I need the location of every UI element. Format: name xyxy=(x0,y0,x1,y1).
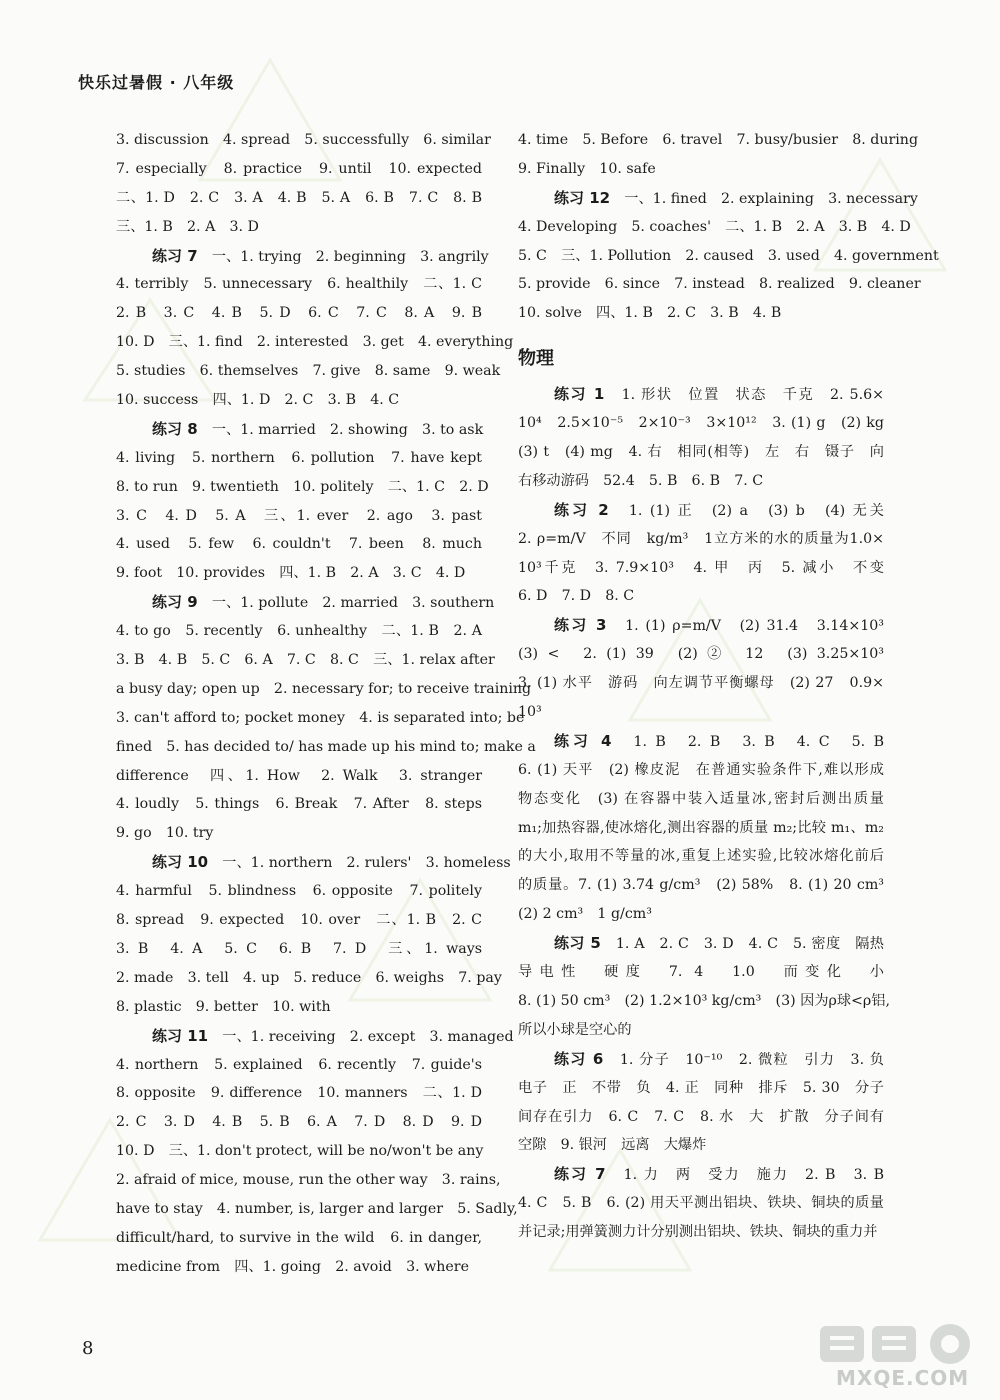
answer-line: 7. especially 8. practice 9. until 10. expected xyxy=(116,160,482,177)
answer-line: 10³千克 3. 7.9×10³ 4. 甲 丙 5. 减小 不变 xyxy=(518,559,884,576)
answer-line: fined 5. has decided to/ has made up his mind to; make a xyxy=(116,738,536,755)
answer-line: 4. Developing 5. coaches' 二、1. B 2. A 3. B 4. D xyxy=(518,218,911,235)
answer-line: 3. B 4. B 5. C 6. A 7. C 8. C 三、1. relax after xyxy=(116,652,495,669)
exercise-answers: 1. 形状 位置 状态 千克 2. 5.6× xyxy=(604,387,884,404)
answer-line: 4. northern 5. explained 6. recently 7. guide's xyxy=(116,1056,482,1073)
answer-line: 6. (1) 天平 (2) 橡皮泥 在普通实验条件下,难以形成 xyxy=(518,761,884,778)
answer-line: 4. living 5. northern 6. pollution 7. have kept xyxy=(116,449,482,466)
answer-line: difficult/hard, to survive in the wild 6. in danger, xyxy=(116,1229,482,1246)
answer-line xyxy=(518,380,884,409)
answer-line: 4. harmful 5. blindness 6. opposite 7. politely xyxy=(116,883,482,900)
answer-line: 3. B 4. A 5. C 6. B 7. D 三、1. ways xyxy=(116,940,482,957)
answer-line xyxy=(518,1045,884,1074)
answer-line xyxy=(518,929,884,958)
answer-line: 10. D 三、1. find 2. interested 3. get 4. everything xyxy=(116,334,514,351)
answer-line: 8. opposite 9. difference 10. manners 二、1. D xyxy=(116,1085,482,1102)
watermark-text: MXQE.COM xyxy=(836,1366,970,1390)
answer-line: 4. used 5. few 6. couldn't 7. been 8. much xyxy=(116,536,482,553)
exercise-answers: 一、1. married 2. showing 3. to ask xyxy=(197,421,484,438)
answer-line: 的质量。7. (1) 3.74 g/cm³ (2) 58% 8. (1) 20 cm³ xyxy=(518,877,884,894)
answer-line xyxy=(518,611,884,640)
answer-line: a busy day; open up 2. necessary for; to receive training xyxy=(116,680,532,697)
answer-line: 5. C 三、1. Pollution 2. caused 3. used 4. government xyxy=(518,247,939,264)
exercise-answers: 一、1. fined 2. explaining 3. necessary xyxy=(610,190,918,207)
answer-line: (3) t (4) mg 4. 右 相同(相等) 左 右 镊子 向 xyxy=(518,444,884,461)
page-header-title: 快乐过暑假 · 八年级 xyxy=(78,73,235,92)
answer-line: 10. success 四、1. D 2. C 3. B 4. C xyxy=(116,392,400,409)
answer-line: 3. C 4. D 5. A 三、1. ever 2. ago 3. past xyxy=(116,507,482,524)
physics-answers xyxy=(518,380,890,1247)
answer-line: m₁;加热容器,使冰熔化,测出容器的质量 m₂;比较 m₁、m₂ xyxy=(518,819,884,836)
answer-line: have to stay 4. number, is, larger and larger 5. Sadly, xyxy=(116,1200,518,1217)
exercise-label: 练习 4 xyxy=(554,731,612,750)
answer-line xyxy=(518,1160,884,1189)
exercise-answers: 1. (1) 正 (2) a (3) b (4) 无关 xyxy=(608,502,884,519)
exercise-answers: 一、1. pollute 2. married 3. southern xyxy=(197,595,495,612)
answer-line: 物态变化 (3) 在容器中装入适量冰,密封后测出质量 xyxy=(518,790,884,807)
answer-line: 的大小,取用不等量的冰,重复上述实验,比较冰熔化前后 xyxy=(518,848,884,865)
exercise-answers: 1. (1) ρ=m/V (2) 31.4 3.14×10³ xyxy=(606,618,884,635)
answer-line xyxy=(518,184,918,213)
answer-line: 10³ xyxy=(518,704,542,721)
answer-line: 电子 正 不带 负 4. 正 同种 排斥 5. 30 分子 xyxy=(518,1079,884,1096)
answer-line: 6. D 7. D 8. C xyxy=(518,588,635,605)
answer-line xyxy=(518,727,884,756)
exercise-answers: 一、1. northern 2. rulers' 3. homeless xyxy=(208,855,511,872)
answer-line: 空隙 9. 银河 远离 大爆炸 xyxy=(518,1137,707,1154)
answer-line: 8. to run 9. twentieth 10. politely 二、1. C 2. D xyxy=(116,478,489,495)
answer-line: difference 四、1. How 2. Walk 3. stranger xyxy=(116,767,482,784)
answer-line: 并记录;用弹簧测力计分别测出铝块、铁块、铜块的重力并 xyxy=(518,1224,878,1241)
answer-line: 2. C 3. D 4. B 5. B 6. A 7. D 8. D 9. D xyxy=(116,1114,482,1131)
answer-line: 导电性 硬度 7. 4 1.0 而变化 小 xyxy=(518,964,884,981)
answer-line: 所以小球是空心的 xyxy=(518,1021,632,1038)
answer-line xyxy=(116,242,489,271)
answer-line: 2. made 3. tell 4. up 5. reduce 6. weighs 7. pay xyxy=(116,969,502,986)
answer-line: 4. C 5. B 6. (2) 用天平测出铝块、铁块、铜块的质量 xyxy=(518,1195,884,1212)
answer-line: 2. B 3. C 4. B 5. D 6. C 7. C 8. A 9. B xyxy=(116,305,482,322)
answer-line: 5. studies 6. themselves 7. give 8. same 9. weak xyxy=(116,363,501,380)
exercise-label: 练习 7 xyxy=(152,246,198,265)
exercise-label: 练习 3 xyxy=(554,616,607,635)
answer-line: (3) < 2. (1) 39 (2) ② 12 (3) 3.25×10³ xyxy=(518,646,884,663)
exercise-label: 练习 7 xyxy=(554,1165,606,1184)
answer-line: 9. go 10. try xyxy=(116,825,214,842)
answer-line: 3. discussion 4. spread 5. successfully 6. similar xyxy=(116,132,491,148)
exercise-label: 练习 2 xyxy=(554,500,609,519)
answer-line xyxy=(116,588,495,617)
answer-line: 3. (1) 水平 游码 向左调节平衡螺母 (2) 27 0.9× xyxy=(518,675,884,692)
answer-line: 3. can't afford to; pocket money 4. is separated into; be xyxy=(116,709,525,726)
answer-line: 二、1. D 2. C 3. A 4. B 5. A 6. B 7. C 8. B xyxy=(116,189,482,206)
answer-line: 4. to go 5. recently 6. unhealthy 二、1. B 2. A xyxy=(116,623,482,640)
exercise-answers: 1. A 2. C 3. D 4. C 5. 密度 隔热 xyxy=(600,936,884,953)
answer-line: 10. D 三、1. don't protect, will be no/won't be any xyxy=(116,1143,484,1160)
answer-line: 5. provide 6. since 7. instead 8. realized 9. cleaner xyxy=(518,276,921,293)
answer-line: 三、1. B 2. A 3. D xyxy=(116,218,259,235)
answer-line xyxy=(116,848,511,877)
answer-line: 8. plastic 9. better 10. with xyxy=(116,998,331,1015)
exercise-label: 练习 8 xyxy=(152,419,198,438)
answer-line: 8. (1) 50 cm³ (2) 1.2×10³ kg/cm³ (3) 因为ρ球<ρ铝, xyxy=(518,992,890,1009)
answer-line: 4. terribly 5. unnecessary 6. healthily 二、1. C xyxy=(116,276,482,293)
exercise-answers: 1. 力 两 受力 施力 2. B 3. B xyxy=(605,1167,884,1184)
right-answers-column xyxy=(518,126,939,1247)
exercise-label: 练习 6 xyxy=(554,1049,604,1068)
answer-line: 右移动游码 52.4 5. B 6. B 7. C xyxy=(518,472,764,489)
exercise-label: 练习 1 xyxy=(554,385,605,404)
answer-line: 8. spread 9. expected 10. over 二、1. B 2. C xyxy=(116,912,482,929)
answer-line: 10⁴ 2.5×10⁻⁵ 2×10⁻³ 3×10¹² 3. (1) g (2) kg xyxy=(518,415,884,432)
answer-line: 间存在引力 6. C 7. C 8. 水 大 扩散 分子间有 xyxy=(518,1108,884,1125)
answer-line: 9. Finally 10. safe xyxy=(518,160,656,177)
answer-line: 10. solve 四、1. B 2. C 3. B 4. B xyxy=(518,305,782,322)
answer-line xyxy=(518,496,884,525)
exercise-label: 练习 10 xyxy=(152,853,209,872)
answer-line: 4. time 5. Before 6. travel 7. busy/busier 8. during xyxy=(518,132,919,148)
exercise-answers: 1. B 2. B 3. B 4. C 5. B xyxy=(611,733,884,750)
answer-line: medicine from 四、1. going 2. avoid 3. where xyxy=(116,1258,469,1275)
physics-section-title: 物理 xyxy=(518,348,554,370)
exercise-answers: 一、1. receiving 2. except 3. managed xyxy=(208,1028,514,1045)
exercise-answers: 1. 分子 10⁻¹⁰ 2. 微粒 引力 3. 负 xyxy=(603,1051,884,1068)
answer-line xyxy=(116,415,482,444)
exercise-label: 练习 11 xyxy=(152,1026,209,1045)
exercise-label: 练习 5 xyxy=(554,934,601,953)
answer-line: (2) 2 cm³ 1 g/cm³ xyxy=(518,906,652,923)
answer-line xyxy=(116,1022,514,1051)
answer-line: 2. afraid of mice, mouse, run the other way 3. rains, xyxy=(116,1172,501,1189)
answer-line: 4. loudly 5. things 6. Break 7. After 8. steps xyxy=(116,796,482,813)
exercise-label: 练习 12 xyxy=(554,188,611,207)
exercise-answers: 一、1. trying 2. beginning 3. angrily xyxy=(197,248,489,265)
answer-line: 2. ρ=m/V 不同 kg/m³ 1立方米的水的质量为1.0× xyxy=(518,530,884,547)
page-number: 8 xyxy=(82,1338,94,1359)
english-answers-continued xyxy=(518,126,939,328)
exercise-label: 练习 9 xyxy=(152,593,198,612)
answer-line: 9. foot 10. provides 四、1. B 2. A 3. C 4. D xyxy=(116,565,466,582)
